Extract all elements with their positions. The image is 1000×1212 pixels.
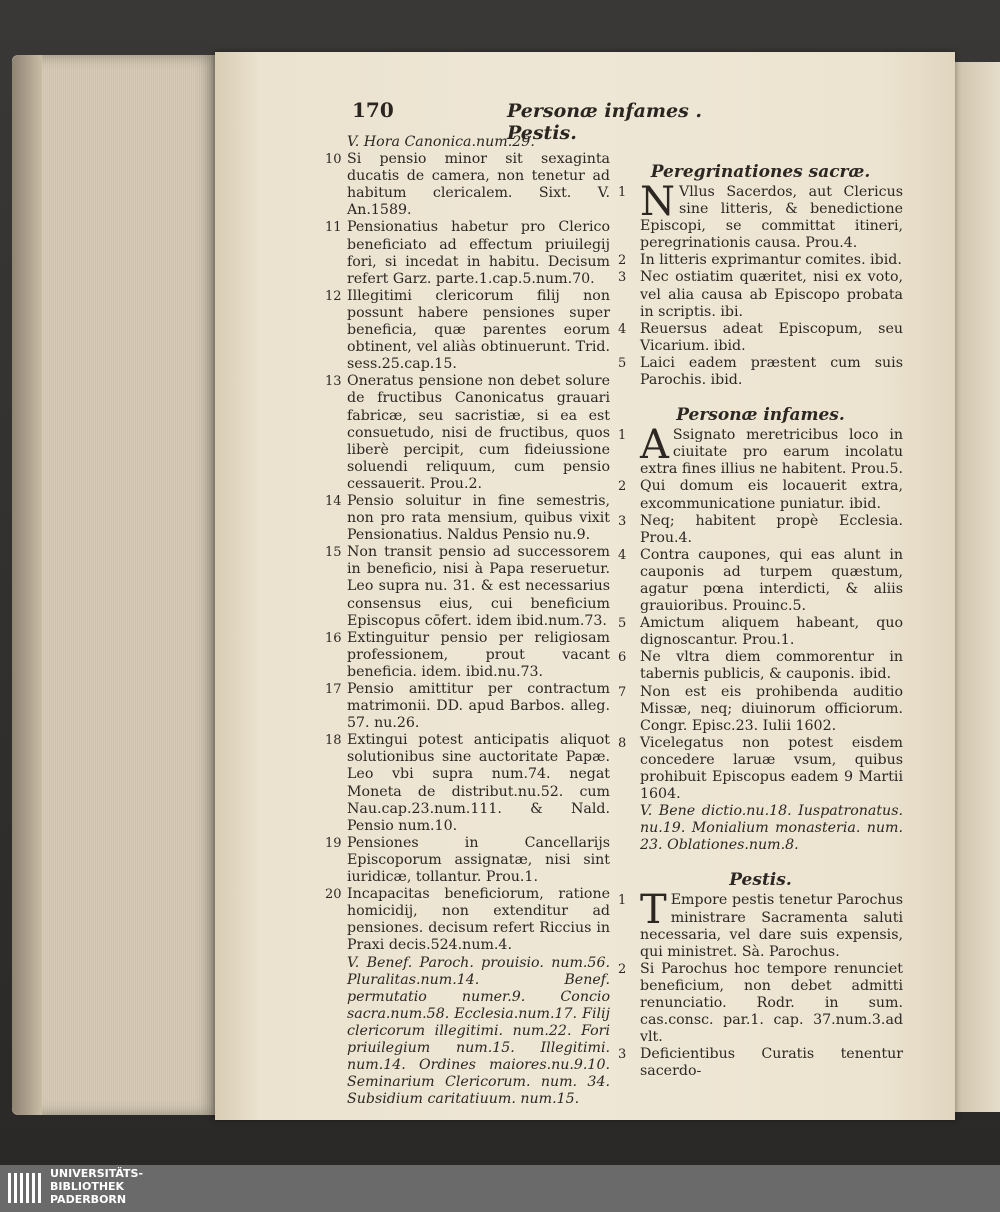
entry-number: 11 xyxy=(325,220,342,236)
entry-number: 7 xyxy=(618,684,627,700)
entry-text: Ne vltra diem commorentur in tabernis publicis, & cauponis. ibid. xyxy=(640,649,903,683)
entry-number: 1 xyxy=(618,428,627,444)
text-entry xyxy=(325,544,610,629)
book-spine xyxy=(12,55,42,1115)
drop-initial: T xyxy=(640,887,667,934)
entry-text: Contra caupones, qui eas alunt in cauponis ad turpem quæstum, agatur pœna interdicti, & aliis grauioribus. Prouinc.5. xyxy=(640,546,903,615)
text-entry xyxy=(618,803,903,854)
entry-number: 3 xyxy=(618,513,627,529)
text-entry xyxy=(325,373,610,493)
book-page-edges xyxy=(12,55,217,1115)
text-entry xyxy=(325,134,610,151)
section-heading: Pestis. xyxy=(729,870,792,891)
entry-number: 16 xyxy=(325,630,342,646)
right-column xyxy=(618,160,903,1081)
entry-text: Vicelegatus non potest eisdem concedere laruæ vsum, quibus prohibuit Episcopus eadem 9 Martii 1604. xyxy=(640,734,903,803)
text-entry xyxy=(325,288,610,373)
entry-text: Non transit pensio ad successorem in beneficio, nisi à Papa reseruetur. Leo supra nu. 31. & est necessarius consensus eius, cui beneficium Episcopus cōfert. idem ibid.num.73. xyxy=(347,544,610,629)
running-title: Personæ infames . Pestis. xyxy=(507,100,703,144)
text-entry xyxy=(325,681,610,732)
entry-number: 1 xyxy=(618,185,627,200)
library-logo-icon xyxy=(8,1171,44,1205)
entry-text: Nec ostiatim quæritet, nisi ex voto, vel alia causa ab Episcopo probata in scriptis. ibi. xyxy=(640,269,903,320)
cross-reference: V. Benef. Paroch. prouisio. num.56. Pluralitas.num.14. Benef. permutatio numer.9. Concio sacra.num.58. Ecclesia.num.17. Filij clericorum illegitimi. num.22. Fori priuilegium num.15. Illegitimi. num.14. Ordines maiores.nu.9.10. Seminarium Clericorum. num. 34. Subsidium caritatiuum. num.15. xyxy=(347,954,610,1108)
logo-line: UNIVERSITÄTS- xyxy=(50,1167,144,1180)
text-entry xyxy=(618,179,903,252)
entry-number: 19 xyxy=(325,835,342,851)
section-heading: Personæ infames. xyxy=(676,405,845,426)
entry-text: Neq; habitent propè Ecclesia. Prou.4. xyxy=(640,512,903,546)
entry-number: 4 xyxy=(618,547,627,563)
entry-text: Extingui potest anticipatis aliquot solutionibus sine auctoritate Papæ. Leo vbi supra num.74. negat Moneta de distribut.nu.52. cum Nau.cap.23.num.111. & Nald. Pensio num.10. xyxy=(347,732,610,834)
entry-number: 13 xyxy=(325,374,342,390)
entry-number: 8 xyxy=(618,735,627,751)
entry-text: Amictum aliquem habeant, quo dignoscantur. Prou.1. xyxy=(640,615,903,649)
entry-text: Pensionatius habetur pro Clerico beneficiato ad effectum priuilegij fori, si incedat in habitu. Decisum refert Garz. parte.1.cap.5.num.70. xyxy=(347,219,610,287)
text-entry xyxy=(325,835,610,886)
entry-number: 2 xyxy=(618,961,627,977)
entry-number: 15 xyxy=(325,545,342,561)
entry-number: 6 xyxy=(618,650,627,666)
entry-text: Empore pestis tenetur Parochus ministrare Sacramenta saluti necessaria, vel dare suis expensis, qui ministret. Sà. Parochus. xyxy=(640,892,903,960)
text-entry xyxy=(618,478,903,512)
text-entry xyxy=(618,615,903,649)
logo-line: PADERBORN xyxy=(50,1193,127,1206)
logo-line: BIBLIOTHEK xyxy=(50,1180,125,1193)
entry-text: Pensio amittitur per contractum matrimonii. DD. apud Barbos. alleg. 57. nu.26. xyxy=(347,681,610,732)
entry-number: 12 xyxy=(325,288,342,304)
entry-number: 10 xyxy=(325,152,342,168)
entry-text: Extinguitur pensio per religiosam professionem, prout vacant beneficia. idem. ibid.nu.73. xyxy=(347,629,610,680)
entry-text: Oneratus pensione non debet solure de fructibus Canonicatus grauari fabricæ, seu sacristiæ, si ea est consuetudo, nisi de fructibus, quos liberè percipit, cum fideiussione soluendi reliquum, cum pensio cessauerit. Prou.2. xyxy=(347,373,610,492)
text-entry xyxy=(325,630,610,681)
text-entry xyxy=(325,493,610,544)
section-heading: Peregrinationes sacræ. xyxy=(650,162,871,182)
text-entry xyxy=(618,961,903,1046)
library-footer xyxy=(0,1165,1000,1212)
text-entry xyxy=(618,887,903,960)
entry-number: 3 xyxy=(618,270,627,286)
entry-number: 1 xyxy=(618,893,627,909)
text-entry xyxy=(325,732,610,835)
cross-reference: V. Bene dictio.nu.18. Iuspatronatus. nu.19. Monialium monasteria. num. 23. Oblationes.num.8. xyxy=(640,803,903,854)
entry-text: Reuersus adeat Episcopum, seu Vicarium. ibid. xyxy=(640,320,903,354)
entry-text: Ssignato meretricibus loco in ciuitate pro earum incolatu extra fines illius ne habitent. Prou.5. xyxy=(640,427,903,478)
library-logo-text xyxy=(50,1167,143,1206)
text-entry xyxy=(618,735,903,803)
entry-text: Illegitimi clericorum filij non possunt habere pensiones super beneficia, quæ parentes eorum obtinent, vel aliàs obtinuerunt. Trid. sess.25.cap.15. xyxy=(347,287,610,373)
text-entry xyxy=(325,955,610,1109)
drop-initial: A xyxy=(640,422,669,469)
text-entry xyxy=(618,269,903,320)
entry-text: Laici eadem præstent cum suis Parochis. ibid. xyxy=(640,354,903,389)
text-entry xyxy=(618,684,903,735)
text-entry xyxy=(618,252,903,269)
entry-number: 14 xyxy=(325,493,342,509)
entry-text: Qui domum eis locauerit extra, excommunicatione puniatur. ibid. xyxy=(640,478,903,512)
entry-number: 4 xyxy=(618,321,627,337)
entry-text: Si Parochus hoc tempore renunciet beneficium, non debet admitti renunciatio. Rodr. in sum. cas.consc. par.1. cap. 37.num.3.ad vlt. xyxy=(640,960,903,1046)
entry-number: 18 xyxy=(325,733,342,749)
text-entry xyxy=(618,547,903,615)
entry-number: 17 xyxy=(325,682,342,697)
entry-text: Si pensio minor sit sexaginta ducatis de camera, non tenetur ad habitum clericalem. Sixt. V. An.1589. xyxy=(347,151,610,219)
entry-number: 2 xyxy=(618,253,627,269)
entry-text: Incapacitas beneficiorum, ratione homicidij, non extenditur ad pensiones. decisum refert Riccius in Praxi decis.524.num.4. xyxy=(347,886,610,954)
drop-initial: N xyxy=(640,179,675,225)
next-page-edge xyxy=(955,62,1000,1112)
text-entry xyxy=(325,219,610,287)
text-entry xyxy=(618,422,903,478)
entry-number: 20 xyxy=(325,887,342,903)
left-column xyxy=(325,134,610,1108)
entry-text: Pensiones in Cancellarijs Episcoporum assignatæ, nisi sint iuridicæ, tollantur. Prou.1. xyxy=(347,834,610,886)
text-entry xyxy=(618,1046,903,1080)
entry-text: Pensio soluitur in fine semestris, non pro rata mensium, quibus vixit Pensionatius. Naldus Pensio nu.9. xyxy=(347,492,610,544)
entry-text: In litteris exprimantur comites. ibid. xyxy=(640,252,902,269)
text-entry xyxy=(618,513,903,547)
text-entry xyxy=(325,886,610,954)
text-entry xyxy=(325,151,610,219)
page-number: 170 xyxy=(352,98,394,122)
entry-text: Vllus Sacerdos, aut Clericus sine litteris, & benedictione Episcopi, se committat itineri, peregrinationis causa. Prou.4. xyxy=(640,184,903,252)
entry-number: 5 xyxy=(618,355,627,371)
entry-number: 2 xyxy=(618,479,627,495)
entry-text: Deficientibus Curatis tenentur sacerdo- xyxy=(640,1046,903,1080)
entry-number: 5 xyxy=(618,616,627,632)
entry-number: 3 xyxy=(618,1047,627,1063)
entry-text: Non est eis prohibenda auditio Missæ, neq; diuinorum officiorum. Congr. Episc.23. Iulii 1602. xyxy=(640,683,903,734)
text-entry xyxy=(618,321,903,355)
text-entry xyxy=(618,649,903,683)
cross-reference: V. Hora Canonica.num.29. xyxy=(347,134,535,150)
text-entry xyxy=(618,355,903,389)
